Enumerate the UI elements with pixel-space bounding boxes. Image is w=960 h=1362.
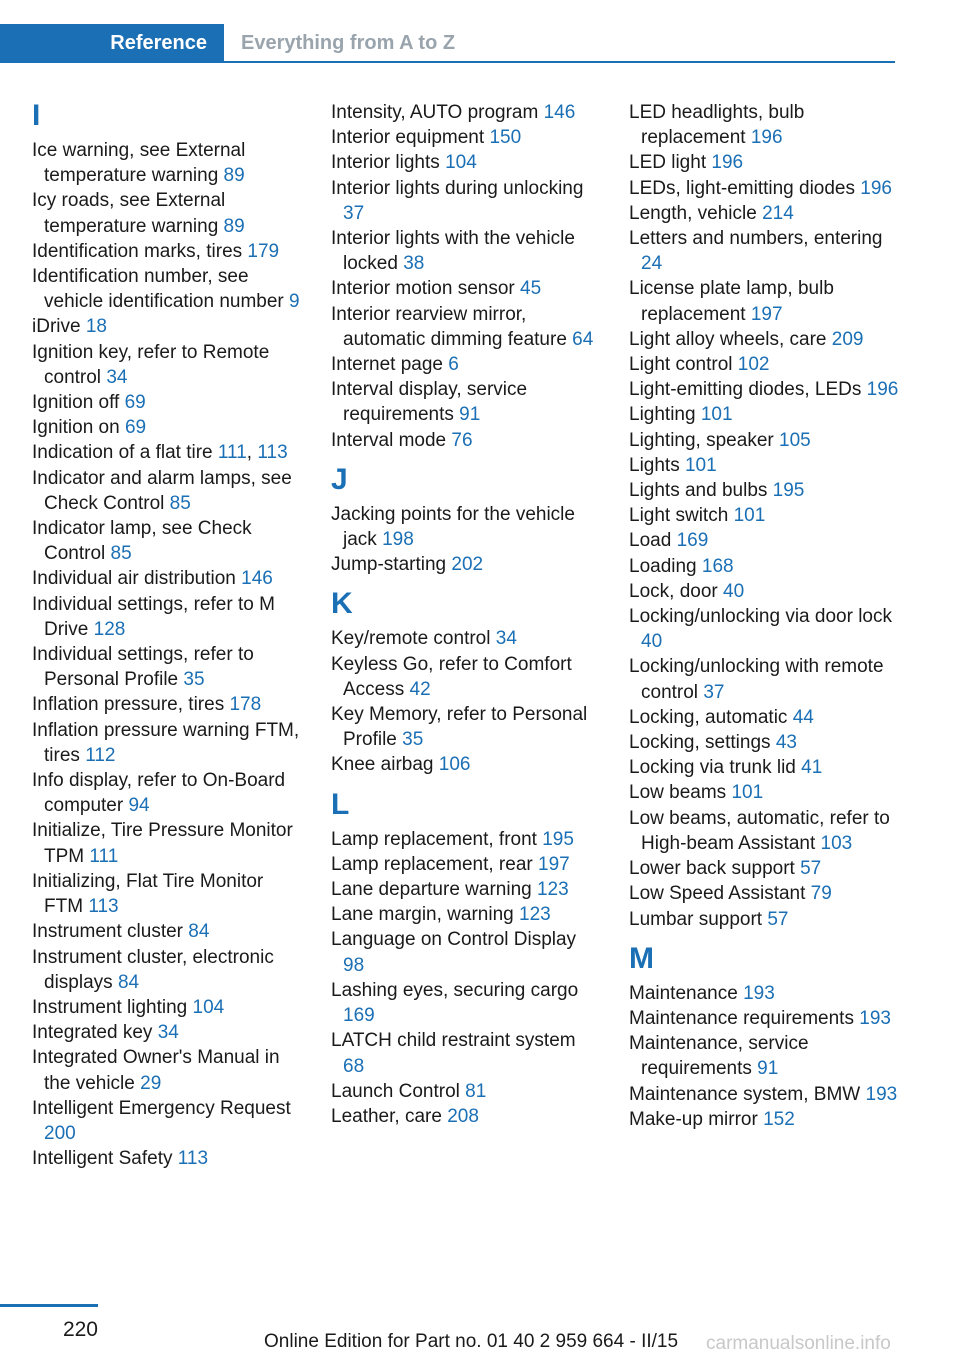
page-link[interactable]: 209 [831, 328, 864, 350]
index-entry-text: Indicator lamp, see Check Control [32, 518, 252, 565]
index-entry [629, 856, 899, 881]
index-entry [331, 752, 601, 777]
index-section [629, 943, 899, 1132]
index-entry-text: Low beams, automatic, refer to High-beam Assistant [629, 807, 890, 854]
index-entry [331, 552, 601, 577]
page-link[interactable]: 98 [343, 954, 365, 976]
index-entry [32, 390, 302, 415]
page-link[interactable]: 89 [223, 165, 245, 187]
index-entry-text: Intelligent Emergency Request [32, 1097, 291, 1119]
index-entry [629, 1031, 899, 1081]
page-link[interactable]: 91 [459, 404, 481, 426]
index-entry-text: Light control [629, 354, 733, 376]
index-entry [629, 453, 899, 478]
index-entry-text: Locking via trunk lid [629, 757, 796, 779]
index-entry [629, 705, 899, 730]
index-entry-text: Interior lights [331, 152, 440, 174]
index-entry [629, 100, 899, 150]
page-link[interactable]: 178 [229, 694, 262, 716]
index-entry-text: Low Speed Assistant [629, 883, 806, 905]
page-link[interactable]: 146 [241, 568, 273, 590]
header-section-tab[interactable]: Reference [0, 24, 224, 62]
index-section [331, 100, 601, 453]
index-entry-text: Key Memory, refer to Personal Profile [331, 704, 588, 751]
index-entry-text: Indicator and alarm lamps, see Check Control [32, 467, 292, 514]
index-entry [629, 806, 899, 856]
index-entry-text: Knee airbag [331, 754, 434, 776]
index-entry [629, 503, 899, 528]
page-link[interactable]: 208 [447, 1105, 479, 1127]
index-entry [629, 276, 899, 326]
index-entry-text: Lamp replacement, rear [331, 853, 533, 875]
index-entry-text: Icy roads, see External temperature warning [32, 190, 226, 237]
page-link[interactable]: 101 [731, 782, 764, 804]
page-link[interactable]: 101 [700, 404, 733, 426]
page-link[interactable]: 193 [865, 1083, 898, 1105]
index-entry [629, 201, 899, 226]
watermark: carmanualsonline.info [706, 1333, 891, 1354]
index-entry [32, 1096, 302, 1146]
section-letter: M [629, 941, 654, 975]
index-entry-text: Lights [629, 454, 680, 476]
index-entry [331, 927, 601, 977]
page-link[interactable]: 44 [792, 706, 814, 728]
index-entry-text: Intelligent Safety [32, 1148, 173, 1170]
index-section [331, 789, 601, 1129]
page-link[interactable]: 76 [451, 429, 473, 451]
page-link[interactable]: 94 [128, 795, 150, 817]
page-link[interactable]: 57 [767, 908, 789, 930]
index-entry [629, 579, 899, 604]
index-entry-text: Lock, door [629, 580, 718, 602]
page-link[interactable]: 42 [409, 678, 431, 700]
page-link[interactable]: 104 [445, 152, 477, 174]
page-link[interactable]: 35 [402, 729, 424, 751]
page-link[interactable]: 152 [763, 1108, 795, 1130]
index-entry-text: Interior rearview mirror, automatic dimming feature [331, 303, 567, 350]
index-entry-text: Internet page [331, 354, 443, 376]
index-entry [331, 302, 601, 352]
index-entry-text: Locking, automatic [629, 706, 788, 728]
index-entry [331, 1079, 601, 1104]
index-entry-text: Maintenance [629, 982, 738, 1004]
page-link[interactable]: 29 [140, 1072, 162, 1094]
index-section [32, 100, 302, 1171]
index-column-1 [32, 100, 302, 1171]
index-entry [629, 730, 899, 755]
index-entry [331, 150, 601, 175]
index-entry [32, 239, 302, 264]
index-entry-text: Integrated Owner's Manual in the vehicle [32, 1047, 280, 1094]
index-entry [331, 100, 601, 125]
index-entry-text: Key/remote control [331, 628, 491, 650]
index-entry [629, 554, 899, 579]
page-link[interactable]: 69 [124, 392, 146, 414]
page-link[interactable]: 113 [257, 442, 288, 464]
index-entry [331, 377, 601, 427]
page-link[interactable]: 40 [723, 580, 745, 602]
index-entry-text: Lower back support [629, 858, 795, 880]
page-link[interactable]: 169 [676, 530, 709, 552]
index-section [331, 588, 601, 777]
page-link[interactable]: 64 [572, 328, 594, 350]
page-link[interactable]: 195 [542, 828, 574, 850]
index-entry [32, 919, 302, 944]
index-entry [32, 314, 302, 339]
index-entry-text: Low beams [629, 782, 727, 804]
index-entry-text: Instrument cluster, electronic displays [32, 946, 274, 993]
page-link[interactable]: 85 [169, 492, 191, 514]
index-entry [331, 877, 601, 902]
index-entry-text: Make-up mirror [629, 1108, 758, 1130]
index-entry [331, 226, 601, 276]
page-link[interactable]: 214 [762, 202, 794, 224]
page-number: 220 [62, 1318, 98, 1341]
index-entry [32, 592, 302, 642]
index-entry-text: Interval mode [331, 429, 447, 451]
index-entry [32, 516, 302, 566]
page-link[interactable]: 45 [520, 278, 542, 300]
index-entry [331, 428, 601, 453]
edition-info: Online Edition for Part no. 01 40 2 959 664 - II/15 [264, 1331, 679, 1352]
page-link[interactable]: 85 [110, 543, 132, 565]
index-entry [629, 1107, 899, 1132]
page-link[interactable]: 196 [711, 152, 744, 174]
page-link[interactable]: 43 [775, 732, 797, 754]
index-entry [32, 1045, 302, 1095]
index-entry-text: LED light [629, 152, 707, 174]
index-entry-text: Ignition on [32, 417, 120, 439]
index-entry [331, 827, 601, 852]
index-entry-text: Lane margin, warning [331, 904, 514, 926]
section-letter: K [331, 587, 353, 621]
index-entry-text: iDrive [32, 316, 81, 338]
page-link[interactable]: 35 [183, 669, 205, 691]
index-column-3 [629, 100, 899, 1132]
index-entry [32, 264, 302, 314]
index-entry-text: Language on Control Display [331, 929, 577, 951]
page-link[interactable]: 113 [177, 1148, 209, 1170]
index-entry [32, 415, 302, 440]
index-entry-text: LED headlights, bulb replacement [629, 102, 805, 149]
index-entry [629, 907, 899, 932]
index-entry [32, 188, 302, 238]
index-entry-text: Lights and bulbs [629, 480, 768, 502]
index-column-2 [331, 100, 601, 1129]
page-link[interactable]: 146 [543, 102, 576, 123]
index-entry-text: Initializing, Flat Tire Monitor FTM [32, 870, 264, 918]
index-entry-text: Ignition key, refer to Remote control [32, 341, 270, 388]
index-entry [629, 176, 899, 201]
page-link[interactable]: 202 [451, 554, 484, 576]
index-entry-text: Maintenance, service requirements [629, 1033, 809, 1080]
page-link[interactable]: 196 [866, 379, 899, 401]
index-section [629, 100, 899, 932]
index-entry-text: LEDs, light-emitting diodes [629, 177, 855, 199]
index-entry-text: Interval display, service requirements [331, 379, 528, 426]
index-entry-text: Indication of a flat tire [32, 442, 213, 464]
index-entry-text: Lashing eyes, securing cargo [331, 979, 579, 1001]
index-entry-text: Maintenance system, BMW [629, 1083, 861, 1105]
index-entry-text: Integrated key [32, 1022, 153, 1044]
index-entry [629, 352, 899, 377]
index-entry [629, 981, 899, 1006]
index-entry-text: Individual air distribution [32, 568, 236, 590]
index-entry-text: Lamp replacement, front [331, 828, 537, 850]
index-entry-text: Lighting [629, 404, 696, 426]
index-entry-text: Interior lights with the vehicle locked [331, 228, 575, 275]
index-entry-text: Ice warning, see External temperature warning [32, 140, 246, 187]
index-entry [32, 945, 302, 995]
page-link[interactable]: 128 [93, 618, 126, 640]
index-entry [629, 654, 899, 704]
index-entry [32, 718, 302, 768]
index-entry-text: Ignition off [32, 392, 120, 414]
index-entry-text: Instrument cluster [32, 921, 183, 943]
index-entry-text: Letters and numbers, entering [629, 228, 883, 250]
index-entry [32, 466, 302, 516]
index-entry [331, 1104, 601, 1129]
index-entry-text: Light alloy wheels, care [629, 328, 827, 350]
index-entry-text: Interior motion sensor [331, 278, 515, 300]
index-entry [331, 176, 601, 226]
index-entry [629, 377, 899, 402]
page-link[interactable]: 79 [810, 883, 832, 905]
index-entry-text: Light switch [629, 505, 729, 527]
index-entry [32, 692, 302, 717]
index-entry-text: Jump-starting [331, 554, 447, 576]
page-link[interactable]: 41 [801, 757, 823, 779]
page-link[interactable]: 196 [860, 177, 892, 199]
index-entry-text: Info display, refer to On-Board computer [32, 770, 286, 817]
page-link[interactable]: 6 [448, 354, 459, 376]
index-entry [32, 566, 302, 591]
index-entry-text: Initialize, Tire Pressure Monitor TPM [32, 820, 293, 867]
index-entry-text: Lumbar support [629, 908, 763, 930]
page-link[interactable]: 34 [495, 628, 517, 650]
page-link[interactable]: 24 [641, 253, 663, 275]
section-letter: J [331, 462, 348, 496]
index-entry [32, 340, 302, 390]
page-link[interactable]: 37 [343, 202, 365, 224]
index-entry [629, 1082, 899, 1107]
index-entry-text: Load [629, 530, 672, 552]
index-entry [32, 768, 302, 818]
index-entry [331, 502, 601, 552]
page-link[interactable]: 197 [538, 853, 570, 875]
section-letter: L [331, 787, 350, 821]
index-entry-text: Identification number, see vehicle identification number [32, 266, 284, 313]
index-entry-text: Identification marks, tires [32, 240, 243, 262]
index-entry [331, 852, 601, 877]
page-link[interactable]: 18 [85, 316, 107, 338]
index-entry-text: License plate lamp, bulb replacement [629, 278, 834, 325]
index-entry [32, 138, 302, 188]
index-entry [331, 978, 601, 1028]
page-link[interactable]: 193 [743, 982, 775, 1004]
header-rule [0, 61, 895, 63]
index-entry [629, 327, 899, 352]
page-link[interactable]: 113 [88, 896, 119, 918]
page-link[interactable]: 196 [750, 127, 783, 149]
page-link[interactable]: 91 [757, 1058, 779, 1080]
page-link[interactable]: 57 [800, 858, 822, 880]
index-entry [32, 1146, 302, 1171]
index-entry [331, 125, 601, 150]
index-entry-text: Interior lights during unlocking [331, 177, 584, 199]
index-entry [629, 755, 899, 780]
index-entry-text: LATCH child restraint system [331, 1030, 576, 1052]
index-entry-text: Light-emitting diodes, LEDs [629, 379, 862, 401]
index-entry [32, 869, 302, 919]
index-entry-text: Lane departure warning [331, 879, 532, 901]
page-link[interactable]: 123 [519, 904, 551, 926]
index-entry-text: Launch Control [331, 1080, 460, 1102]
index-entry [331, 652, 601, 702]
page-link[interactable]: 102 [737, 354, 770, 376]
index-entry [331, 1028, 601, 1078]
index-entry [629, 478, 899, 503]
page-link[interactable]: 40 [641, 631, 663, 653]
page-link[interactable]: 68 [343, 1055, 365, 1077]
index-entry [32, 642, 302, 692]
page-link[interactable]: 101 [733, 505, 766, 527]
page-link[interactable]: 106 [438, 754, 471, 776]
index-entry [331, 702, 601, 752]
page-link[interactable]: 179 [247, 240, 280, 262]
index-entry-text: Interior equipment [331, 127, 485, 149]
page-link[interactable]: 197 [750, 303, 783, 325]
page-link[interactable]: 150 [489, 127, 522, 149]
index-entry-text: Locking, settings [629, 732, 771, 754]
index-entry [331, 626, 601, 651]
index-entry-text: Jacking points for the vehicle jack [331, 503, 575, 551]
index-entry [629, 150, 899, 175]
index-entry-text: Lighting, speaker [629, 429, 774, 451]
index-entry [331, 352, 601, 377]
index-entry: Indication of a flat tire 111, 113 [32, 442, 288, 464]
index-entry [32, 1020, 302, 1045]
index-entry-text: Individual settings, refer to M Drive [32, 593, 275, 640]
section-letter: I [32, 99, 41, 132]
page-link[interactable]: 193 [859, 1007, 891, 1029]
page-link[interactable]: 123 [536, 879, 569, 901]
index-entry [629, 881, 899, 906]
index-section [331, 464, 601, 578]
index-entry-text: Intensity, AUTO program [331, 102, 539, 123]
page-link[interactable]: 34 [157, 1022, 179, 1044]
page-link[interactable]: 111 [217, 442, 247, 464]
index-entry [629, 402, 899, 427]
page-link[interactable]: 111 [89, 845, 119, 867]
index-entry-text: Instrument lighting [32, 996, 188, 1018]
page-link[interactable]: 81 [465, 1080, 487, 1102]
index-entry-text: Keyless Go, refer to Comfort Access [331, 653, 572, 700]
page-link[interactable]: 9 [289, 291, 300, 313]
index-entry [331, 902, 601, 927]
page-link[interactable]: 101 [684, 454, 717, 476]
page-link[interactable]: 84 [117, 971, 140, 993]
page-link[interactable]: 195 [772, 480, 805, 502]
page-link[interactable]: 69 [124, 417, 147, 439]
index-entry-text: Inflation pressure warning FTM, tires [32, 719, 300, 766]
index-entry-text: Individual settings, refer to Personal Profile [32, 644, 254, 691]
page-link[interactable]: 168 [701, 555, 734, 577]
page-link[interactable]: 104 [192, 996, 225, 1018]
page-link[interactable]: 169 [343, 1005, 375, 1027]
page-link[interactable]: 37 [703, 681, 725, 703]
index-entry [629, 428, 899, 453]
footer-rule [0, 1304, 98, 1307]
index-entry-text: Locking/unlocking with remote control [629, 656, 884, 703]
page-link[interactable]: 103 [820, 832, 853, 854]
index-entry [32, 995, 302, 1020]
page-link[interactable]: 105 [779, 429, 811, 451]
index-entry [629, 780, 899, 805]
index-entry-text: Leather, care [331, 1105, 442, 1127]
index-entry [629, 528, 899, 553]
index-entry-text: Locking/unlocking via door lock [629, 606, 892, 628]
index-entry [629, 1006, 899, 1031]
index-entry [331, 276, 601, 301]
index-entry-text: Maintenance requirements [629, 1007, 854, 1029]
index-entry-text: Length, vehicle [629, 202, 757, 224]
index-entry-text: Loading [629, 555, 697, 577]
page-link[interactable]: 112 [85, 744, 116, 766]
header-title-tab[interactable]: Everything from A to Z [241, 32, 456, 54]
page-link[interactable]: 89 [223, 215, 245, 237]
index-entry-text: Inflation pressure, tires [32, 694, 225, 716]
index-entry [32, 818, 302, 868]
page-header [0, 24, 895, 62]
page-link[interactable]: 84 [188, 921, 210, 943]
page-link[interactable]: 198 [382, 529, 414, 551]
page-link[interactable]: 200 [44, 1122, 76, 1144]
page-link[interactable]: 38 [403, 253, 425, 275]
index-entry [629, 604, 899, 654]
index-entry [629, 226, 899, 276]
page-link[interactable]: 34 [106, 366, 128, 388]
